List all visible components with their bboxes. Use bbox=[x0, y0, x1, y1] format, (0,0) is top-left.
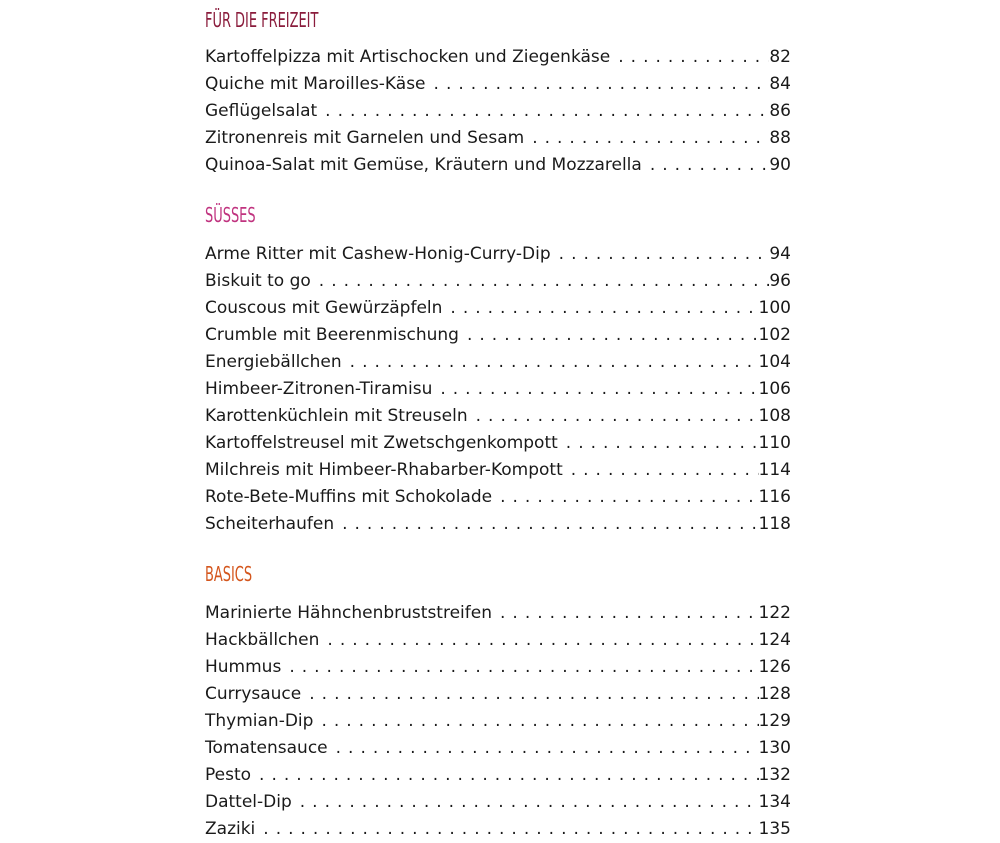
dot-leader bbox=[336, 735, 759, 762]
entry-title: Hackbällchen bbox=[205, 630, 320, 650]
page-number: 90 bbox=[769, 155, 791, 175]
entry-list-suesses bbox=[205, 241, 791, 538]
page-number: 126 bbox=[758, 657, 791, 677]
entry-title: Milchreis mit Himbeer-Rhabarber-Kompott bbox=[205, 460, 563, 480]
entry-title: Couscous mit Gewürzäpfeln bbox=[205, 298, 443, 318]
page-number: 102 bbox=[758, 325, 791, 345]
toc-entry[interactable] bbox=[205, 268, 791, 295]
dot-leader bbox=[321, 708, 758, 735]
entry-title: Biskuit to go bbox=[205, 271, 311, 291]
dot-leader bbox=[309, 681, 758, 708]
page-number: 100 bbox=[758, 298, 791, 318]
dot-leader bbox=[532, 125, 769, 152]
page-number: 106 bbox=[758, 379, 791, 399]
section-heading-freizeit: FÜR DIE FREIZEIT bbox=[205, 8, 319, 32]
toc-entry[interactable] bbox=[205, 322, 791, 349]
entry-title: Scheiterhaufen bbox=[205, 514, 335, 534]
toc-entry[interactable] bbox=[205, 241, 791, 268]
toc-entry[interactable] bbox=[205, 152, 791, 179]
dot-leader bbox=[350, 349, 759, 376]
toc-entry[interactable] bbox=[205, 789, 791, 816]
toc-entry[interactable] bbox=[205, 600, 791, 627]
section-heading-basics: BASICS bbox=[205, 562, 253, 586]
page-number: 108 bbox=[758, 406, 791, 426]
toc-entry[interactable] bbox=[205, 71, 791, 98]
table-of-contents bbox=[205, 0, 791, 843]
entry-list-basics bbox=[205, 600, 791, 843]
entry-title: Dattel-Dip bbox=[205, 792, 292, 812]
dot-leader bbox=[450, 295, 758, 322]
dot-leader bbox=[618, 44, 769, 71]
entry-title: Pesto bbox=[205, 765, 252, 785]
entry-list-freizeit bbox=[205, 44, 791, 179]
entry-title: Tomatensauce bbox=[205, 738, 328, 758]
dot-leader bbox=[342, 511, 758, 538]
dot-leader bbox=[500, 484, 758, 511]
entry-title: Energiebällchen bbox=[205, 352, 342, 372]
page-number: 118 bbox=[758, 514, 791, 534]
entry-title: Quiche mit Maroilles-Käse bbox=[205, 74, 426, 94]
toc-entry[interactable] bbox=[205, 762, 791, 789]
toc-entry[interactable] bbox=[205, 349, 791, 376]
dot-leader bbox=[650, 152, 770, 179]
entry-title: Kartoffelpizza mit Artischocken und Ziegenkäse bbox=[205, 47, 611, 67]
entry-title: Zitronenreis mit Garnelen und Sesam bbox=[205, 128, 525, 148]
entry-title: Quinoa-Salat mit Gemüse, Kräutern und Mozzarella bbox=[205, 155, 642, 175]
page-number: 110 bbox=[758, 433, 791, 453]
dot-leader bbox=[566, 430, 759, 457]
page-number: 124 bbox=[758, 630, 791, 650]
entry-title: Rote-Bete-Muffins mit Schokolade bbox=[205, 487, 493, 507]
page-number: 96 bbox=[769, 271, 791, 291]
page-number: 135 bbox=[758, 819, 791, 839]
dot-leader bbox=[500, 600, 759, 627]
dot-leader bbox=[327, 627, 758, 654]
entry-title: Hummus bbox=[205, 657, 282, 677]
page-number: 86 bbox=[769, 101, 791, 121]
entry-title: Crumble mit Beerenmischung bbox=[205, 325, 459, 345]
dot-leader bbox=[476, 403, 759, 430]
entry-title: Marinierte Hähnchenbruststreifen bbox=[205, 603, 492, 623]
page-number: 130 bbox=[758, 738, 791, 758]
toc-entry[interactable] bbox=[205, 511, 791, 538]
toc-entry[interactable] bbox=[205, 816, 791, 843]
toc-entry[interactable] bbox=[205, 457, 791, 484]
dot-leader bbox=[325, 98, 769, 125]
toc-entry[interactable] bbox=[205, 98, 791, 125]
dot-leader bbox=[289, 654, 758, 681]
page-number: 116 bbox=[758, 487, 791, 507]
toc-entry[interactable] bbox=[205, 376, 791, 403]
entry-title: Karottenküchlein mit Streuseln bbox=[205, 406, 468, 426]
entry-title: Geflügelsalat bbox=[205, 101, 318, 121]
dot-leader bbox=[440, 376, 758, 403]
toc-entry[interactable] bbox=[205, 295, 791, 322]
page-number: 82 bbox=[769, 47, 791, 67]
dot-leader bbox=[571, 457, 759, 484]
dot-leader bbox=[300, 789, 759, 816]
page-number: 104 bbox=[758, 352, 791, 372]
page-number: 132 bbox=[758, 765, 791, 785]
toc-entry[interactable] bbox=[205, 735, 791, 762]
toc-entry[interactable] bbox=[205, 654, 791, 681]
toc-entry[interactable] bbox=[205, 430, 791, 457]
entry-title: Currysauce bbox=[205, 684, 302, 704]
section-heading-suesses: SÜSSES bbox=[205, 203, 256, 227]
entry-title: Kartoffelstreusel mit Zwetschgenkompott bbox=[205, 433, 558, 453]
entry-title: Arme Ritter mit Cashew-Honig-Curry-Dip bbox=[205, 244, 551, 264]
page-number: 114 bbox=[758, 460, 791, 480]
dot-leader bbox=[434, 71, 770, 98]
entry-title: Thymian-Dip bbox=[205, 711, 314, 731]
toc-entry[interactable] bbox=[205, 708, 791, 735]
dot-leader bbox=[263, 816, 758, 843]
entry-title: Himbeer-Zitronen-Tiramisu bbox=[205, 379, 433, 399]
page-number: 134 bbox=[758, 792, 791, 812]
page-number: 122 bbox=[758, 603, 791, 623]
page-number: 94 bbox=[769, 244, 791, 264]
page-number: 88 bbox=[769, 128, 791, 148]
toc-entry[interactable] bbox=[205, 681, 791, 708]
toc-entry[interactable] bbox=[205, 627, 791, 654]
toc-entry[interactable] bbox=[205, 484, 791, 511]
page-number: 128 bbox=[758, 684, 791, 704]
toc-entry[interactable] bbox=[205, 125, 791, 152]
page-number: 84 bbox=[769, 74, 791, 94]
toc-entry[interactable] bbox=[205, 44, 791, 71]
dot-leader bbox=[259, 762, 759, 789]
dot-leader bbox=[559, 241, 770, 268]
toc-entry[interactable] bbox=[205, 403, 791, 430]
page-number: 129 bbox=[758, 711, 791, 731]
dot-leader bbox=[467, 322, 759, 349]
dot-leader bbox=[319, 268, 770, 295]
entry-title: Zaziki bbox=[205, 819, 256, 839]
